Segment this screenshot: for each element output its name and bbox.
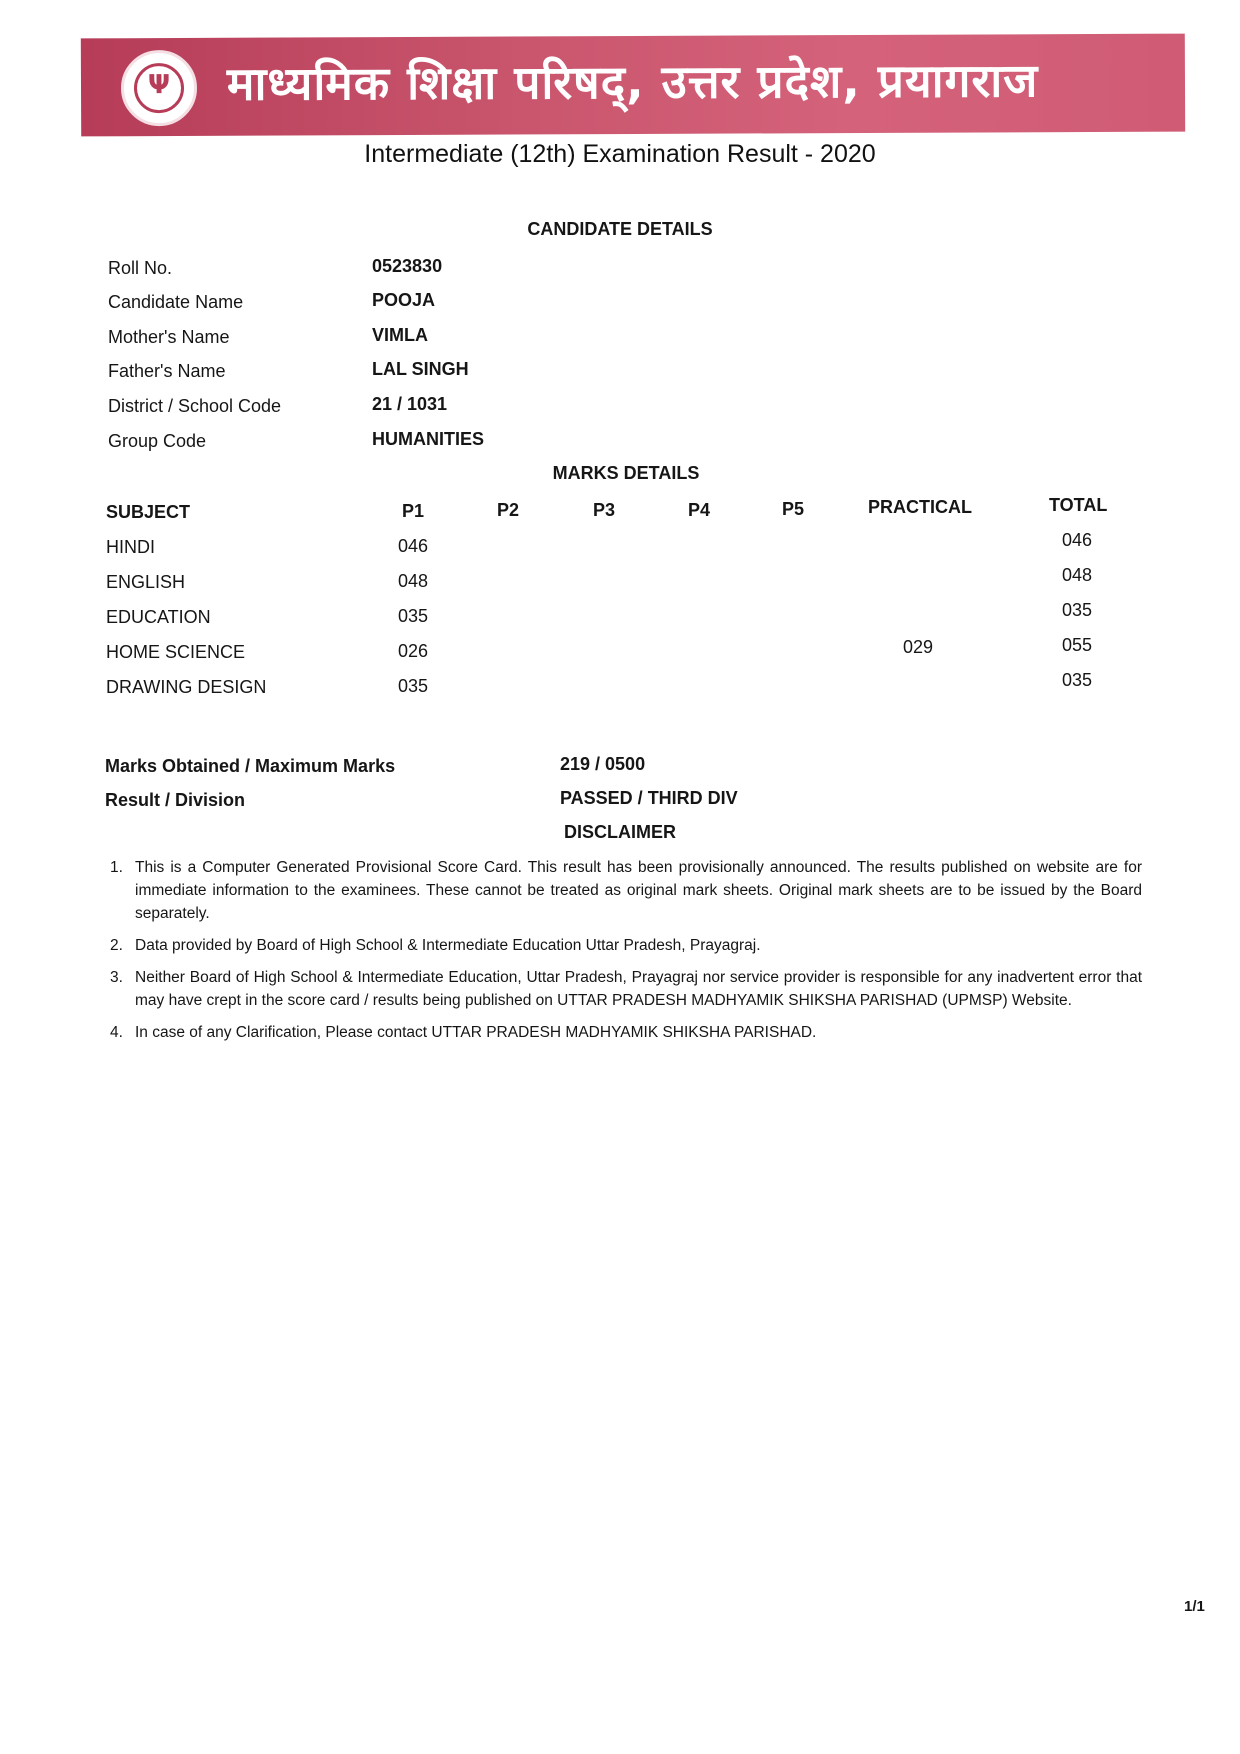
list-item bbox=[110, 856, 1142, 925]
list-item-text: In case of any Clarification, Please contact UTTAR PRADESH MADHYAMIK SHIKSHA PARISHAD. bbox=[135, 1024, 817, 1041]
column-header-p5: P5 bbox=[782, 499, 805, 519]
total-cell: 046 bbox=[1062, 530, 1093, 550]
column-header-p3: P3 bbox=[593, 500, 616, 520]
list-item bbox=[110, 1021, 1142, 1044]
result-division-label: Result / Division bbox=[105, 790, 246, 810]
page-number: 1/1 bbox=[1184, 1598, 1205, 1615]
practical-cell: 029 bbox=[903, 637, 934, 657]
total-cell: 055 bbox=[1062, 635, 1093, 655]
column-header-practical: PRACTICAL bbox=[868, 497, 972, 517]
p1-cell: 048 bbox=[398, 571, 429, 591]
list-item bbox=[110, 966, 1142, 1012]
district-school-code-label: District / School Code bbox=[108, 396, 282, 416]
subject-cell: DRAWING DESIGN bbox=[106, 677, 267, 697]
p1-cell: 026 bbox=[398, 641, 429, 661]
subject-cell: HINDI bbox=[106, 537, 155, 557]
marks-obtained-label: Marks Obtained / Maximum Marks bbox=[105, 756, 396, 776]
list-item-number: 2. bbox=[110, 937, 123, 954]
p1-cell: 046 bbox=[398, 536, 429, 556]
list-item-text: Neither Board of High School & Intermediate Education, Uttar Pradesh, Prayagraj nor service provider is responsible for any inadvertent error that may have crept in the score card / results being published on UTTAR PRADESH MADHYAMIK SHIKSHA PARISHAD (UPMSP) Website. bbox=[135, 969, 1142, 1009]
list-item bbox=[110, 934, 1142, 957]
candidate-name-label: Candidate Name bbox=[108, 292, 244, 312]
roll-no-value: 0523830 bbox=[372, 256, 443, 276]
district-school-code-value: 21 / 1031 bbox=[372, 394, 448, 414]
result-division-value: PASSED / THIRD DIV bbox=[560, 788, 738, 808]
father-name-label: Father's Name bbox=[108, 361, 226, 381]
column-header-subject: SUBJECT bbox=[106, 502, 191, 522]
list-item-number: 4. bbox=[110, 1024, 123, 1041]
marks-obtained-value: 219 / 0500 bbox=[560, 754, 646, 774]
disclaimer-heading: DISCLAIMER bbox=[564, 822, 676, 842]
list-item-number: 1. bbox=[110, 859, 123, 876]
subject-cell: HOME SCIENCE bbox=[106, 642, 246, 662]
board-seal-icon: Ψ bbox=[121, 50, 197, 126]
column-header-p2: P2 bbox=[497, 500, 520, 520]
list-item-text: Data provided by Board of High School & Intermediate Education Uttar Pradesh, Prayagraj. bbox=[135, 937, 761, 954]
subject-cell: ENGLISH bbox=[106, 572, 186, 592]
disclaimer-list bbox=[110, 856, 1142, 1053]
mother-name-value: VIMLA bbox=[372, 325, 428, 345]
p1-cell: 035 bbox=[398, 676, 429, 696]
roll-no-label: Roll No. bbox=[108, 258, 173, 278]
candidate-name-value: POOJA bbox=[372, 290, 436, 310]
marks-details-heading: MARKS DETAILS bbox=[552, 463, 700, 483]
total-cell: 035 bbox=[1062, 600, 1093, 620]
group-code-label: Group Code bbox=[108, 431, 207, 451]
list-item-text: This is a Computer Generated Provisional Score Card. This result has been provisionally announced. The results published on website are for immediate information to the examinees. These cannot be treated as original mark sheets. Original mark sheets are to be issued by the Board separately. bbox=[135, 859, 1142, 922]
header-banner bbox=[81, 34, 1185, 137]
list-item-number: 3. bbox=[110, 969, 123, 986]
mother-name-label: Mother's Name bbox=[108, 327, 230, 347]
p1-cell: 035 bbox=[398, 606, 429, 626]
group-code-value: HUMANITIES bbox=[372, 429, 484, 449]
subject-cell: EDUCATION bbox=[106, 607, 211, 627]
candidate-details-heading: CANDIDATE DETAILS bbox=[527, 219, 713, 239]
total-cell: 035 bbox=[1062, 670, 1093, 690]
father-name-value: LAL SINGH bbox=[372, 359, 469, 379]
total-cell: 048 bbox=[1062, 565, 1093, 585]
column-header-total: TOTAL bbox=[1049, 495, 1108, 515]
page-title: Intermediate (12th) Examination Result - 2020 bbox=[364, 140, 876, 168]
column-header-p1: P1 bbox=[402, 501, 425, 521]
column-header-p4: P4 bbox=[688, 500, 711, 520]
board-name: माध्यमिक शिक्षा परिषद्, उत्तर प्रदेश, प्रयागराज bbox=[226, 53, 1039, 111]
